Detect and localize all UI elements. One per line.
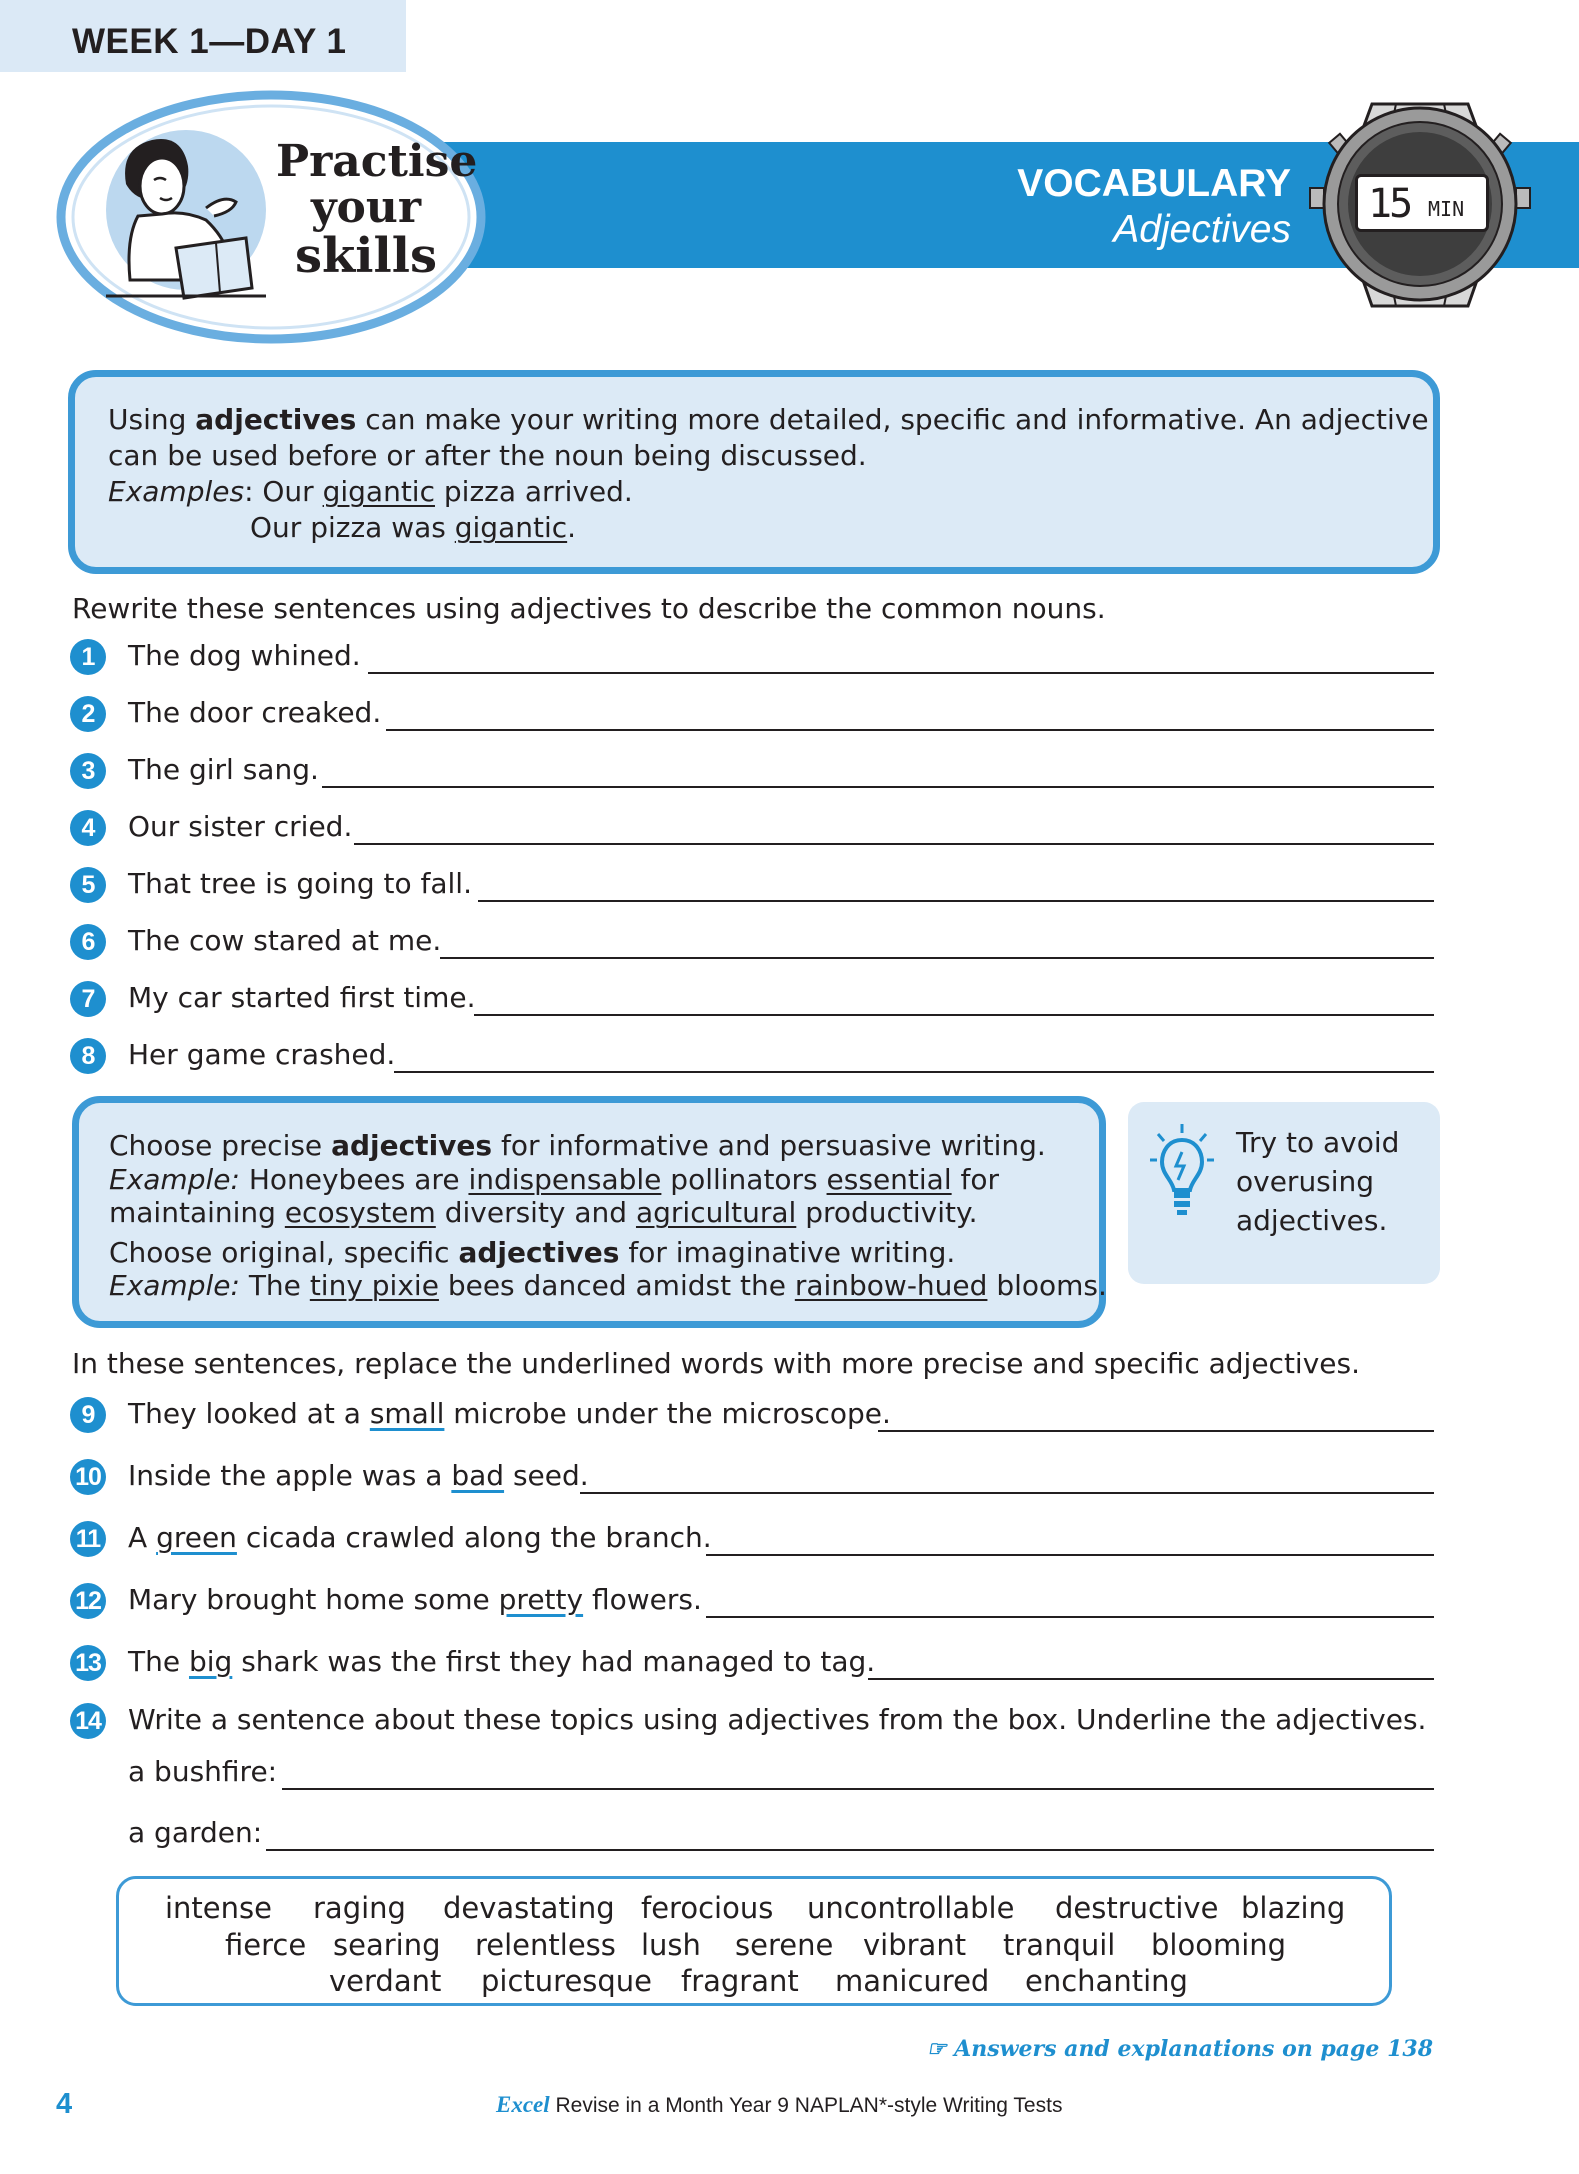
underlined-word: bad (451, 1459, 505, 1492)
tip-line-2: overusing (1236, 1165, 1375, 1198)
question-text: Mary brought home some pretty flowers. (128, 1583, 702, 1616)
word-item: picturesque (481, 1964, 653, 1998)
answer-line[interactable] (440, 957, 1434, 959)
question-text: The cow stared at me. (128, 924, 442, 957)
answer-line[interactable] (386, 729, 1434, 731)
topic-label: a garden: (128, 1816, 263, 1849)
tip-box (1128, 1102, 1440, 1284)
answers-reference-link[interactable]: ☞ Answers and explanations on page 138 (926, 2036, 1433, 2062)
word-item: devastating (443, 1891, 615, 1925)
example-label: Example: (109, 1269, 240, 1302)
word-item: enchanting (1025, 1964, 1188, 1998)
word-item: raging (313, 1891, 406, 1925)
book-title: Revise in a Month Year 9 NAPLAN*-style Writing Tests (549, 2094, 1063, 2117)
example-adjective: gigantic (322, 475, 435, 508)
answer-line[interactable] (706, 1616, 1434, 1618)
word-item: tranquil (1003, 1928, 1116, 1962)
word-item: fierce (225, 1928, 307, 1962)
question-number-badge: 7 (70, 981, 106, 1017)
question-number-badge: 12 (70, 1583, 106, 1619)
question-text: Inside the apple was a bad seed. (128, 1459, 589, 1492)
question-number-badge: 3 (70, 753, 106, 789)
answer-line[interactable] (322, 786, 1434, 788)
answer-line[interactable] (868, 1678, 1434, 1680)
word-item: lush (641, 1928, 701, 1962)
logo-line-3: skills (294, 228, 437, 284)
answer-line[interactable] (580, 1492, 1434, 1494)
word-item: uncontrollable (807, 1891, 1015, 1925)
info-line-1: Choose precise adjectives for informative and persuasive writing. (109, 1129, 1046, 1162)
part-a-instruction: Rewrite these sentences using adjectives to describe the common nouns. (72, 592, 1106, 625)
word-item: searing (333, 1928, 441, 1962)
example-adjective: gigantic (454, 511, 568, 544)
example-adjective: tiny pixie (309, 1269, 439, 1302)
keyword-adjectives: adjectives (195, 403, 357, 436)
keyword-adjectives: adjectives (331, 1129, 493, 1162)
question-number-badge: 9 (70, 1397, 106, 1433)
example-adjective: essential (826, 1163, 952, 1196)
word-item: vibrant (863, 1928, 967, 1962)
underlined-word: pretty (498, 1583, 584, 1616)
precise-adjectives-info-box (72, 1096, 1106, 1328)
question-text: Our sister cried. (128, 810, 353, 843)
underlined-word: big (188, 1645, 233, 1678)
week-day-label: WEEK 1—DAY 1 (72, 22, 347, 61)
examples-label: Examples (108, 475, 245, 508)
word-item: destructive (1055, 1891, 1219, 1925)
question-number-badge: 8 (70, 1038, 106, 1074)
week-day-tab (0, 0, 406, 72)
question-number-badge: 10 (70, 1459, 106, 1495)
question-text: The dog whined. (128, 639, 361, 672)
answer-line[interactable] (282, 1788, 1434, 1790)
info-line-3: maintaining ecosystem diversity and agricultural productivity. (109, 1196, 978, 1229)
word-item: verdant (329, 1964, 442, 1998)
info-line-5: Example: The tiny pixie bees danced amidst the rainbow-hued blooms. (109, 1269, 1107, 1302)
underlined-word: green (156, 1521, 237, 1554)
word-item: fragrant (681, 1964, 799, 1998)
question-text: They looked at a small microbe under the microscope. (128, 1397, 891, 1430)
part-b-instruction: In these sentences, replace the underlined words with more precise and specific adjectives. (72, 1347, 1360, 1380)
example-label: Example: (109, 1163, 240, 1196)
answer-line[interactable] (878, 1430, 1434, 1432)
question-text: The big shark was the first they had managed to tag. (128, 1645, 876, 1678)
adjective-word-box (116, 1876, 1392, 2006)
question-number-badge: 2 (70, 696, 106, 732)
brand-name: Excel (496, 2092, 550, 2117)
topic-label: a bushfire: (128, 1755, 278, 1788)
adjectives-info-box (68, 370, 1440, 574)
word-item: serene (735, 1928, 834, 1962)
word-item: relentless (475, 1928, 616, 1962)
question-number-badge: 1 (70, 639, 106, 675)
info-line-2: Example: Honeybees are indispensable pollinators essential for (109, 1163, 1000, 1196)
answer-line[interactable] (474, 1014, 1434, 1016)
answer-line[interactable] (266, 1849, 1434, 1851)
timer-value: 15 (1368, 181, 1411, 227)
timer-unit: MIN (1428, 197, 1465, 221)
question-number-badge: 11 (70, 1521, 106, 1557)
logo-text (276, 136, 478, 284)
word-item: blooming (1151, 1928, 1287, 1962)
info-line-2: can be used before or after the noun being discussed. (108, 439, 867, 472)
lightbulb-icon (1150, 1122, 1214, 1222)
question-number-badge: 4 (70, 810, 106, 846)
answer-line[interactable] (394, 1071, 1434, 1073)
question-text: A green cicada crawled along the branch. (128, 1521, 712, 1554)
question-number-badge: 14 (70, 1703, 106, 1739)
logo-line-1: Practise (276, 136, 478, 187)
page-number: 4 (56, 2088, 73, 2120)
word-item: ferocious (641, 1891, 774, 1925)
book-footer (496, 2092, 1062, 2118)
question-number-badge: 6 (70, 924, 106, 960)
example-line-2: Our pizza was gigantic. (250, 511, 577, 544)
question-text: The door creaked. (128, 696, 382, 729)
example-adjective: ecosystem (284, 1196, 436, 1229)
word-item: blazing (1241, 1891, 1346, 1925)
answer-line[interactable] (354, 843, 1434, 845)
logo-line-2: your (310, 182, 422, 233)
info-line-1: Using adjectives can make your writing more detailed, specific and informative. An adjective (108, 403, 1429, 436)
example-adjective: rainbow-hued (794, 1269, 988, 1302)
example-line-1: Examples: Our gigantic pizza arrived. (108, 475, 633, 508)
question-text: Write a sentence about these topics using adjectives from the box. Underline the adjectives. (128, 1703, 1427, 1736)
keyword-adjectives: adjectives (458, 1236, 620, 1269)
tip-line-3: adjectives. (1236, 1204, 1388, 1237)
section-title: VOCABULARY (1017, 162, 1291, 205)
answer-line[interactable] (368, 672, 1434, 674)
info-line-4: Choose original, specific adjectives for imaginative writing. (109, 1236, 956, 1269)
answer-line[interactable] (706, 1554, 1434, 1556)
example-adjective: indispensable (468, 1163, 662, 1196)
question-number-badge: 13 (70, 1645, 106, 1681)
question-number-badge: 5 (70, 867, 106, 903)
timer-display (1355, 174, 1489, 232)
question-text: The girl sang. (128, 753, 319, 786)
word-item: intense (165, 1891, 272, 1925)
answer-line[interactable] (478, 900, 1434, 902)
example-adjective: agricultural (635, 1196, 797, 1229)
word-item: manicured (835, 1964, 990, 1998)
tip-line-1: Try to avoid (1236, 1126, 1400, 1159)
underlined-word: small (369, 1397, 445, 1430)
question-text: My car started first time. (128, 981, 476, 1014)
teacher-reading-illustration (106, 130, 266, 298)
question-text: Her game crashed. (128, 1038, 396, 1071)
question-text: That tree is going to fall. (128, 867, 472, 900)
section-subtitle: Adjectives (1113, 208, 1291, 251)
